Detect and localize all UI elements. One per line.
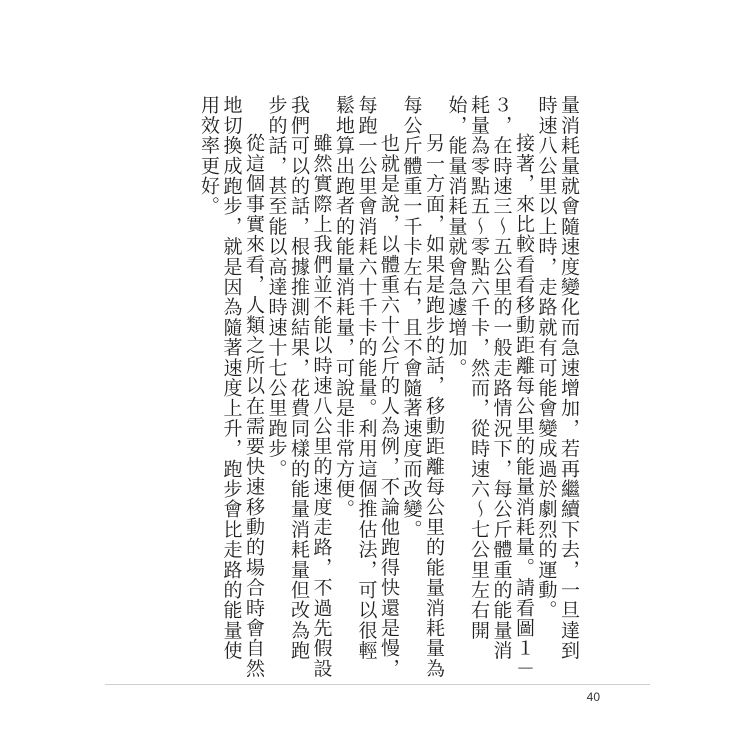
paragraph-1: 量消耗量就會隨速度變化而急速增加，若再繼續下去，一旦達到時速八公里以上時，走路就有可能會變成過於劇烈的運動。: [535, 95, 580, 661]
vertical-text-body: [185, 95, 580, 680]
paragraph-2: 接著，來比較看看移動距離每公里的能量消耗量。請看圖１－３，在時速三～五公里的一般走路情況下，每公斤體重的能量消耗量為零點五～零點六千卡，然而，從時速六～七公里左右開始，能量消耗量就會急遽增加。: [445, 95, 535, 679]
paragraph-4: 也就是說，以體重六十公斤的人為例，不論他跑得快還是慢，每跑一公里會消耗六十千卡的能量。利用這個推估法，可以很輕鬆地算出跑者的能量消耗量，可說是非常方便。: [333, 95, 400, 679]
page-number: 40: [586, 690, 600, 704]
paragraph-6: 從這個事實來看，人類之所以在需要快速移動的場合時會自然地切換成跑步，就是因為隨著速度上升，跑步會比走路的能量使用效率更好。: [198, 95, 265, 679]
paragraph-5: 雖然實際上我們並不能以時速八公里的速度走路，不過先假設我們可以的話，根據推測結果，花費同樣的能量消耗量但改為跑步的話，甚至能以高達時速十七公里跑步。: [265, 95, 333, 679]
footer-divider: [105, 684, 650, 685]
paragraph-3: 另一方面，如果是跑步的話，移動距離每公里的能量消耗量為每公斤體重一千卡左右，且不會隨著速度而改變。: [400, 95, 445, 679]
